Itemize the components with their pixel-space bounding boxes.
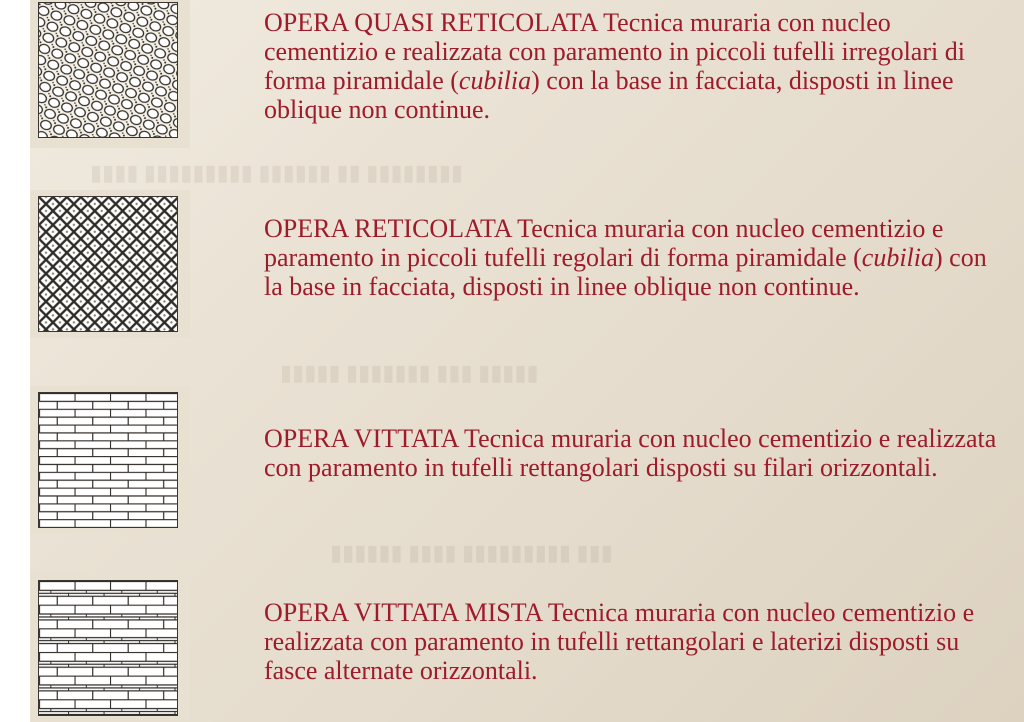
technique-title: OPERA VITTATA MISTA xyxy=(264,598,542,627)
technique-text: ) con la base in facciata, disposti in linee oblique non continue. xyxy=(264,243,987,301)
technique-title: OPERA VITTATA xyxy=(264,424,458,453)
technique-text: Tecnica muraria con nucleo cementizio e realizzata con paramento in tufelli rettangolari disposti su filari orizzontali. xyxy=(264,424,997,482)
technique-description xyxy=(264,214,1004,301)
technique-description xyxy=(264,8,1004,124)
technique-text: ) con la base in facciata, disposti in linee oblique non continue. xyxy=(264,66,954,124)
latin-term: cubilia xyxy=(861,243,934,272)
brick-course-pattern-icon xyxy=(38,392,178,528)
technique-description xyxy=(264,424,1004,482)
ghost-print: ▮▮▮▮▮ ▮▮▮▮▮▮▮ ▮▮▮ ▮▮▮▮▮ xyxy=(280,360,539,385)
diamond-net-pattern-icon xyxy=(38,196,178,332)
technique-title: OPERA RETICOLATA xyxy=(264,214,512,243)
latin-term: cubilia xyxy=(458,66,532,95)
ghost-print: ▮▮▮▮ ▮▮▮▮▮▮▮▮▮ ▮▮▮▮▮▮ ▮▮ ▮▮▮▮▮▮▮▮ xyxy=(90,160,464,185)
ghost-print: ▮▮▮▮▮▮ ▮▮▮▮ ▮▮▮▮▮▮▮▮▮ ▮▮▮ xyxy=(330,540,613,565)
technique-text: Tecnica muraria con nucleo cementizio e realizzata con paramento in piccoli tufelli irregolari di forma piramidale ( xyxy=(264,8,965,95)
technique-text: Tecnica muraria con nucleo cementizio e paramento in piccoli tufelli regolari di forma piramidale ( xyxy=(264,214,944,272)
technique-title: OPERA QUASI RETICOLATA xyxy=(264,8,598,37)
mixed-brick-band-pattern-icon xyxy=(38,580,178,716)
technique-text: Tecnica muraria con nucleo cementizio e realizzata con paramento in tufelli rettangolari e laterizi disposti su fasce alternate orizzontali. xyxy=(264,598,975,685)
technique-description xyxy=(264,598,1004,685)
irregular-stone-pattern-icon xyxy=(38,2,178,138)
